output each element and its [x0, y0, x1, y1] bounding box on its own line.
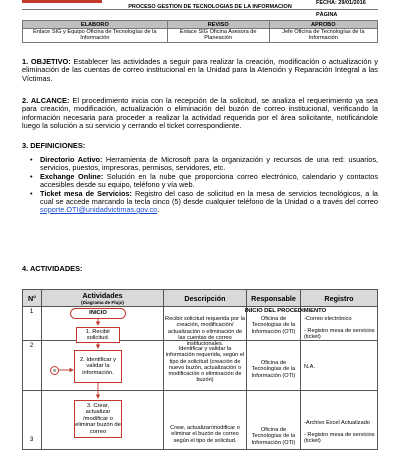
- section-actividades-label: 4. ACTIVIDADES:: [22, 264, 83, 273]
- approval-header-elaboro: ELABORO: [23, 21, 168, 29]
- bullet-icon: •: [30, 171, 33, 181]
- row-3-record-2: - Registro mesa de servicios (ticket): [304, 432, 375, 445]
- row-3-record-1: -Archivo Excel Actualizado: [304, 420, 370, 426]
- flow-step-2-box: 2. Identificar y validar la información.: [74, 350, 122, 383]
- row-1-description: Recibir solicitud requerida por la creación, modificación/ actualización o eliminación de las cuentas de correo institucionales.: [165, 316, 245, 348]
- bullet-icon: •: [30, 188, 33, 198]
- support-email-link[interactable]: soporte.OTI@unidadvictimas.gov.co: [40, 205, 158, 214]
- section-definiciones-label: 3. DEFINICIONES:: [22, 141, 86, 150]
- approval-value-aprobo: Jefe Oficina de Tecnologías de la Información: [269, 29, 377, 43]
- row-3-responsible: Oficina de Tecnologías de la Información (OTI): [251, 427, 296, 446]
- column-header-number: N°: [23, 290, 41, 306]
- row-1-record-2: - Registro mesa de servicios (ticket): [304, 328, 375, 341]
- row-3-description: Crear, actualizar/modificar o eliminar el buzón de correo según el tipo de solicitud.: [170, 425, 240, 444]
- row-number-1: 1: [29, 308, 34, 315]
- column-header-record: Registro: [301, 290, 377, 306]
- approval-value-elaboro: Enlace SIG y Equipo Oficina de Tecnologías de la Información: [23, 29, 168, 43]
- column-header-responsible: Responsable: [247, 290, 300, 306]
- process-title: PROCESO GESTION DE TECNOLOGIAS DE LA INFORMACION: [128, 4, 292, 10]
- procedure-start-label: INICIO DEL PROCEDIMIENTO: [244, 308, 327, 314]
- row-1-record-1: -Correo electrónico: [304, 316, 352, 322]
- page-label: PÁGINA: [316, 12, 338, 18]
- row-number-2: 2: [29, 342, 34, 349]
- approval-header-reviso: REVISO: [167, 21, 269, 29]
- row-2-record-1: N.A.: [304, 364, 315, 370]
- definition-ticket-mesa: • Ticket mesa de Servicios: Registro del caso de solicitud en la mesa de servicios tecnológicos, a la cual se accede marcando la tecla cinco (5) desde cualquier teléfono de la Unidad o a través del correo soporte.OTI@unidadvictimas.gov.co.: [30, 188, 378, 214]
- approval-value-reviso: Enlace SIG Oficina Asesora de Planeación: [167, 29, 269, 43]
- section-alcance-label: 2. ALCANCE:: [22, 96, 70, 105]
- row-2-responsible: Oficina de Tecnologías de la Información (OTI): [251, 360, 296, 379]
- section-alcance-text: El procedimiento inicia con la recepción de la solicitud, se analiza el requerimiento ya sea para creación, modificación, actualización o eliminación del buzón de correo institucional, verificando la información necesaria para proceder a realizar la actividad requerida por el área solicitante, notificándole luego la solución a su servicio y cerrando el ticket correspondiente.: [22, 96, 378, 131]
- section-objetivo-text: Establecer las actividades a seguir para realizar la creación, modificación o actualización y eliminación de las cuentas de correo institucional en la Unidad para la Atención y Reparación Integral a las Víctimas.: [22, 57, 378, 83]
- definition-exchange-online: • Exchange Online: Solución en la nube que proporciona correo electrónico, calendario y contactos accesibles desde su equipo, teléfono y vía web.: [30, 171, 378, 189]
- flow-step-1-box: 1. Recibir solicitud.: [76, 327, 120, 343]
- flow-step-3-box: 3. Crear, actualizar /modificar o eliminar buzón de correo: [74, 400, 122, 438]
- row-number-3: 3: [29, 436, 34, 443]
- row-2-description: Identificar y validar la información requerida, según el tipo de solicitud (creación de nuevo buzón, actualización o modificación o eliminación de buzón): [165, 346, 245, 384]
- flow-connector-icon: 8: [50, 366, 59, 375]
- definition-directorio-activo: • Directorio Activo: Herramienta de Microsoft para la organización y recursos de una red: usuarios, servicios, puestos, impresoras, permisos, servidores, etc.: [30, 155, 378, 173]
- approval-header-aprobo: APROBO: [269, 21, 377, 29]
- column-header-activities: Actividades (Diagrama de Flujo): [42, 290, 163, 306]
- document-date: FECHA: 29/01/2016: [316, 0, 366, 6]
- section-objetivo-label: 1. OBJETIVO:: [22, 57, 71, 66]
- flow-inicio-terminal: INICIO: [70, 308, 126, 319]
- bullet-icon: •: [30, 155, 33, 164]
- column-header-description: Descripción: [164, 290, 246, 306]
- row-1-responsible: Oficina de Tecnologías de la Información (OTI): [251, 316, 296, 335]
